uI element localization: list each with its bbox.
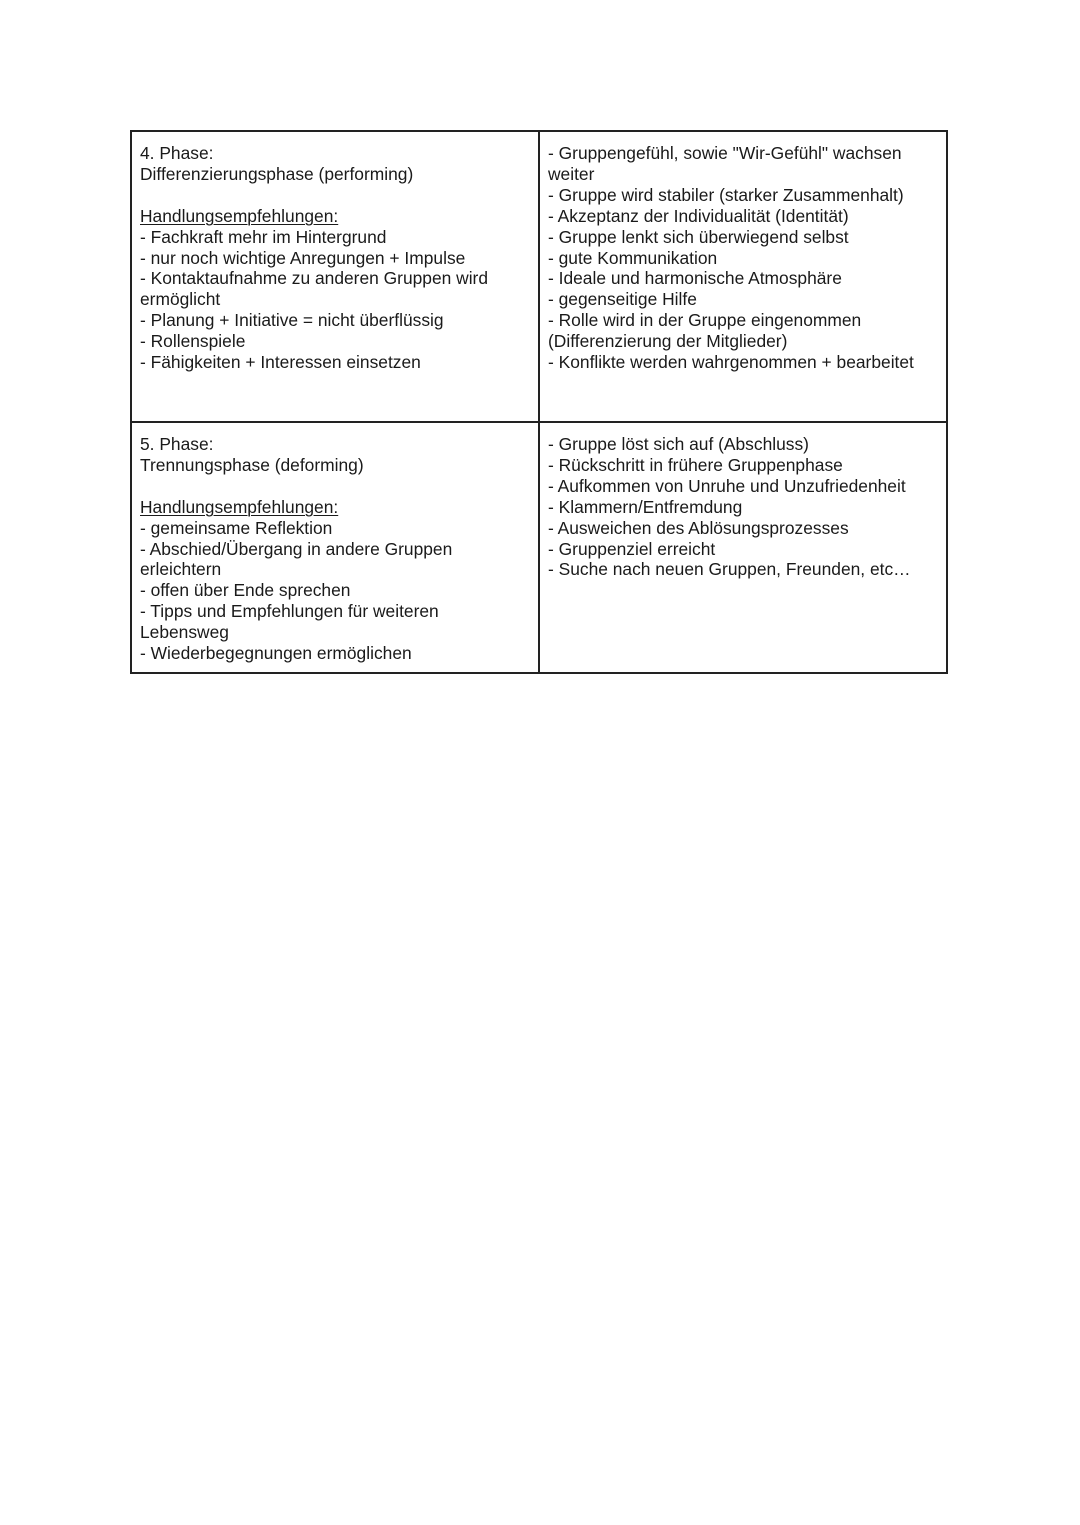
list-item: - Gruppenziel erreicht — [548, 538, 716, 559]
list-item: - Fachkraft mehr im Hintergrund — [140, 226, 387, 247]
list-item: - gemeinsame Reflektion — [140, 517, 333, 538]
recommendations-heading: Handlungsempfehlungen: — [140, 496, 339, 517]
phase-label: 4. Phase: — [140, 143, 214, 163]
list-item: - Ausweichen des Ablösungsprozesses — [548, 517, 849, 538]
list-item: - Rückschritt in frühere Gruppenphase — [548, 454, 843, 475]
recommendations-heading: Handlungsempfehlungen: — [140, 205, 339, 226]
list-item: - Suche nach neuen Gruppen, Freunden, etc… — [548, 559, 911, 580]
phase-table — [130, 130, 948, 674]
list-item: - Fähigkeiten + Interessen einsetzen — [140, 352, 421, 373]
list-item: - Rollenspiele — [140, 331, 246, 352]
list-item: - Rolle wird in der Gruppe eingenommen (Differenzierung der Mitglieder) — [548, 310, 862, 352]
phase-4-characteristics-cell — [539, 131, 947, 422]
list-item: - gute Kommunikation — [548, 247, 718, 268]
list-item: - Konflikte werden wahrgenommen + bearbeitet — [548, 352, 914, 373]
list-item: - offen über Ende sprechen — [140, 580, 351, 601]
list-item: - Klammern/Entfremdung — [548, 496, 743, 517]
list-item: - Gruppe lenkt sich überwiegend selbst — [548, 226, 849, 247]
list-item: - Gruppe löst sich auf (Abschluss) — [548, 434, 809, 454]
list-item: - Akzeptanz der Individualität (Identität) — [548, 205, 849, 226]
phase-4-description-cell — [131, 131, 539, 422]
table-row-phase-5 — [131, 422, 947, 673]
table-row-phase-4 — [131, 131, 947, 422]
phase-name: Differenzierungsphase (performing) — [140, 163, 414, 184]
list-item: - Planung + Initiative = nicht überflüssig — [140, 310, 444, 331]
phase-5-characteristics-cell — [539, 422, 947, 673]
list-item: - nur noch wichtige Anregungen + Impulse — [140, 247, 466, 268]
phase-name: Trennungsphase (deforming) — [140, 454, 364, 475]
list-item: - Ideale und harmonische Atmosphäre — [548, 268, 842, 289]
spacer — [140, 185, 530, 206]
list-item: - Abschied/Übergang in andere Gruppen erleichtern — [140, 538, 453, 580]
phase-label: 5. Phase: — [140, 434, 214, 454]
list-item: - Gruppe wird stabiler (starker Zusammenhalt) — [548, 184, 904, 205]
phase-5-description-cell — [131, 422, 539, 673]
list-item: - gegenseitige Hilfe — [548, 289, 697, 310]
list-item: - Gruppengefühl, sowie "Wir-Gefühl" wachsen weiter — [548, 143, 902, 184]
list-item: - Wiederbegegnungen ermöglichen — [140, 643, 412, 664]
list-item: - Tipps und Empfehlungen für weiteren Lebensweg — [140, 601, 439, 643]
list-item: - Kontaktaufnahme zu anderen Gruppen wird ermöglicht — [140, 268, 489, 310]
list-item: - Aufkommen von Unruhe und Unzufriedenheit — [548, 475, 906, 496]
spacer — [140, 476, 530, 497]
